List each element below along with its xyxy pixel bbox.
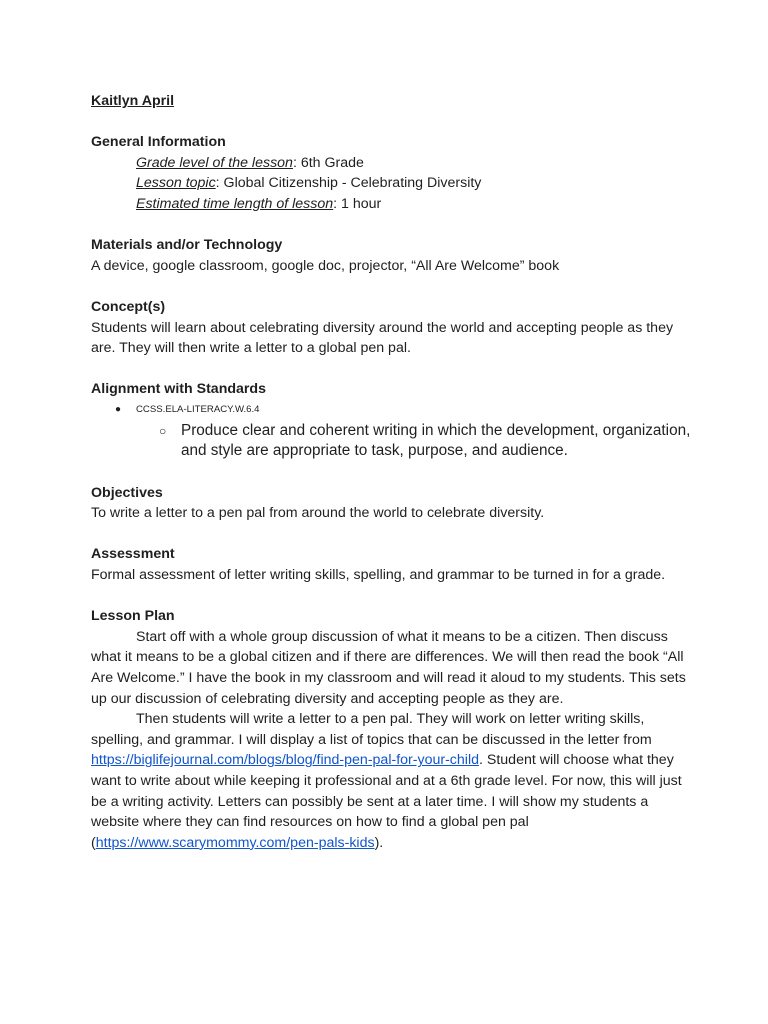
paragraph-2-text-c: ). <box>374 834 384 851</box>
materials-section <box>91 235 691 276</box>
objectives-section <box>91 483 691 524</box>
lesson-topic-label: Lesson topic <box>136 175 216 192</box>
lesson-plan-heading: Lesson Plan <box>91 608 175 625</box>
assessment-heading: Assessment <box>91 546 175 563</box>
standard-sub-bullet <box>91 421 691 463</box>
lesson-topic-value: : Global Citizenship - Celebrating Diversity <box>215 175 482 192</box>
lesson-topic-line <box>91 173 691 194</box>
standard-code: CCSS.ELA-LITERACY.W.6.4 <box>136 403 260 415</box>
concepts-heading: Concept(s) <box>91 298 166 315</box>
standard-bullet <box>91 400 691 421</box>
general-information-heading: General Information <box>91 134 226 151</box>
filled-bullet-icon: ● <box>115 403 122 415</box>
time-length-label: Estimated time length of lesson <box>136 195 334 212</box>
biglifejournal-link[interactable]: https://biglifejournal.com/blogs/blog/find-pen-pal-for-your-child <box>91 752 479 769</box>
author-name: Kaitlyn April <box>91 93 175 109</box>
lesson-plan-section <box>91 606 691 853</box>
paragraph-2-text-b: . Student will choose what they want to write about while keeping it professional and at a 6th grade level. For now, this will just be a writing activity. Letters can possibly be sent at a later time. I will show my students a website where they can find resources on how to find a global pen pal ( <box>91 752 682 851</box>
grade-level-label: Grade level of the lesson <box>136 154 293 171</box>
hollow-bullet-icon: ○ <box>159 423 167 438</box>
materials-heading: Materials and/or Technology <box>91 237 283 254</box>
standard-description: Produce clear and coherent writing in which the development, organization, and style are appropriate to task, purpose, and audience. <box>181 421 691 460</box>
grade-level-value: : 6th Grade <box>292 154 364 171</box>
time-length-value: : 1 hour <box>333 195 382 212</box>
document-page <box>91 91 691 853</box>
grade-level-line <box>91 153 691 174</box>
standards-section <box>91 379 691 462</box>
general-information-section <box>91 132 691 214</box>
lesson-plan-paragraph-2 <box>91 709 691 853</box>
assessment-text: Formal assessment of letter writing skills, spelling, and grammar to be turned in for a grade. <box>91 567 666 584</box>
paragraph-2-text-a: Then students will write a letter to a pen pal. They will work on letter writing skills, spelling, and grammar. I will display a list of topics that can be discussed in the letter from <box>91 711 652 748</box>
lesson-plan-paragraph-1: Start off with a whole group discussion of what it means to be a citizen. Then discuss what it means to be a global citizen and if there are differences. We will then read the book “All Are Welcome.” I have the book in my classroom and will read it aloud to my students. This sets up our discussion of celebrating diversity and accepting people as they are. <box>91 628 686 707</box>
standards-heading: Alignment with Standards <box>91 381 266 398</box>
scarymommy-link[interactable]: https://www.scarymommy.com/pen-pals-kids <box>95 834 375 851</box>
materials-text: A device, google classroom, google doc, projector, “All Are Welcome” book <box>91 257 560 274</box>
objectives-text: To write a letter to a pen pal from around the world to celebrate diversity. <box>91 505 545 522</box>
concepts-section <box>91 297 691 359</box>
assessment-section <box>91 544 691 585</box>
concepts-text: Students will learn about celebrating diversity around the world and accepting people as they are. They will then write a letter to a global pen pal. <box>91 319 674 357</box>
objectives-heading: Objectives <box>91 484 163 501</box>
time-length-line <box>91 194 691 215</box>
